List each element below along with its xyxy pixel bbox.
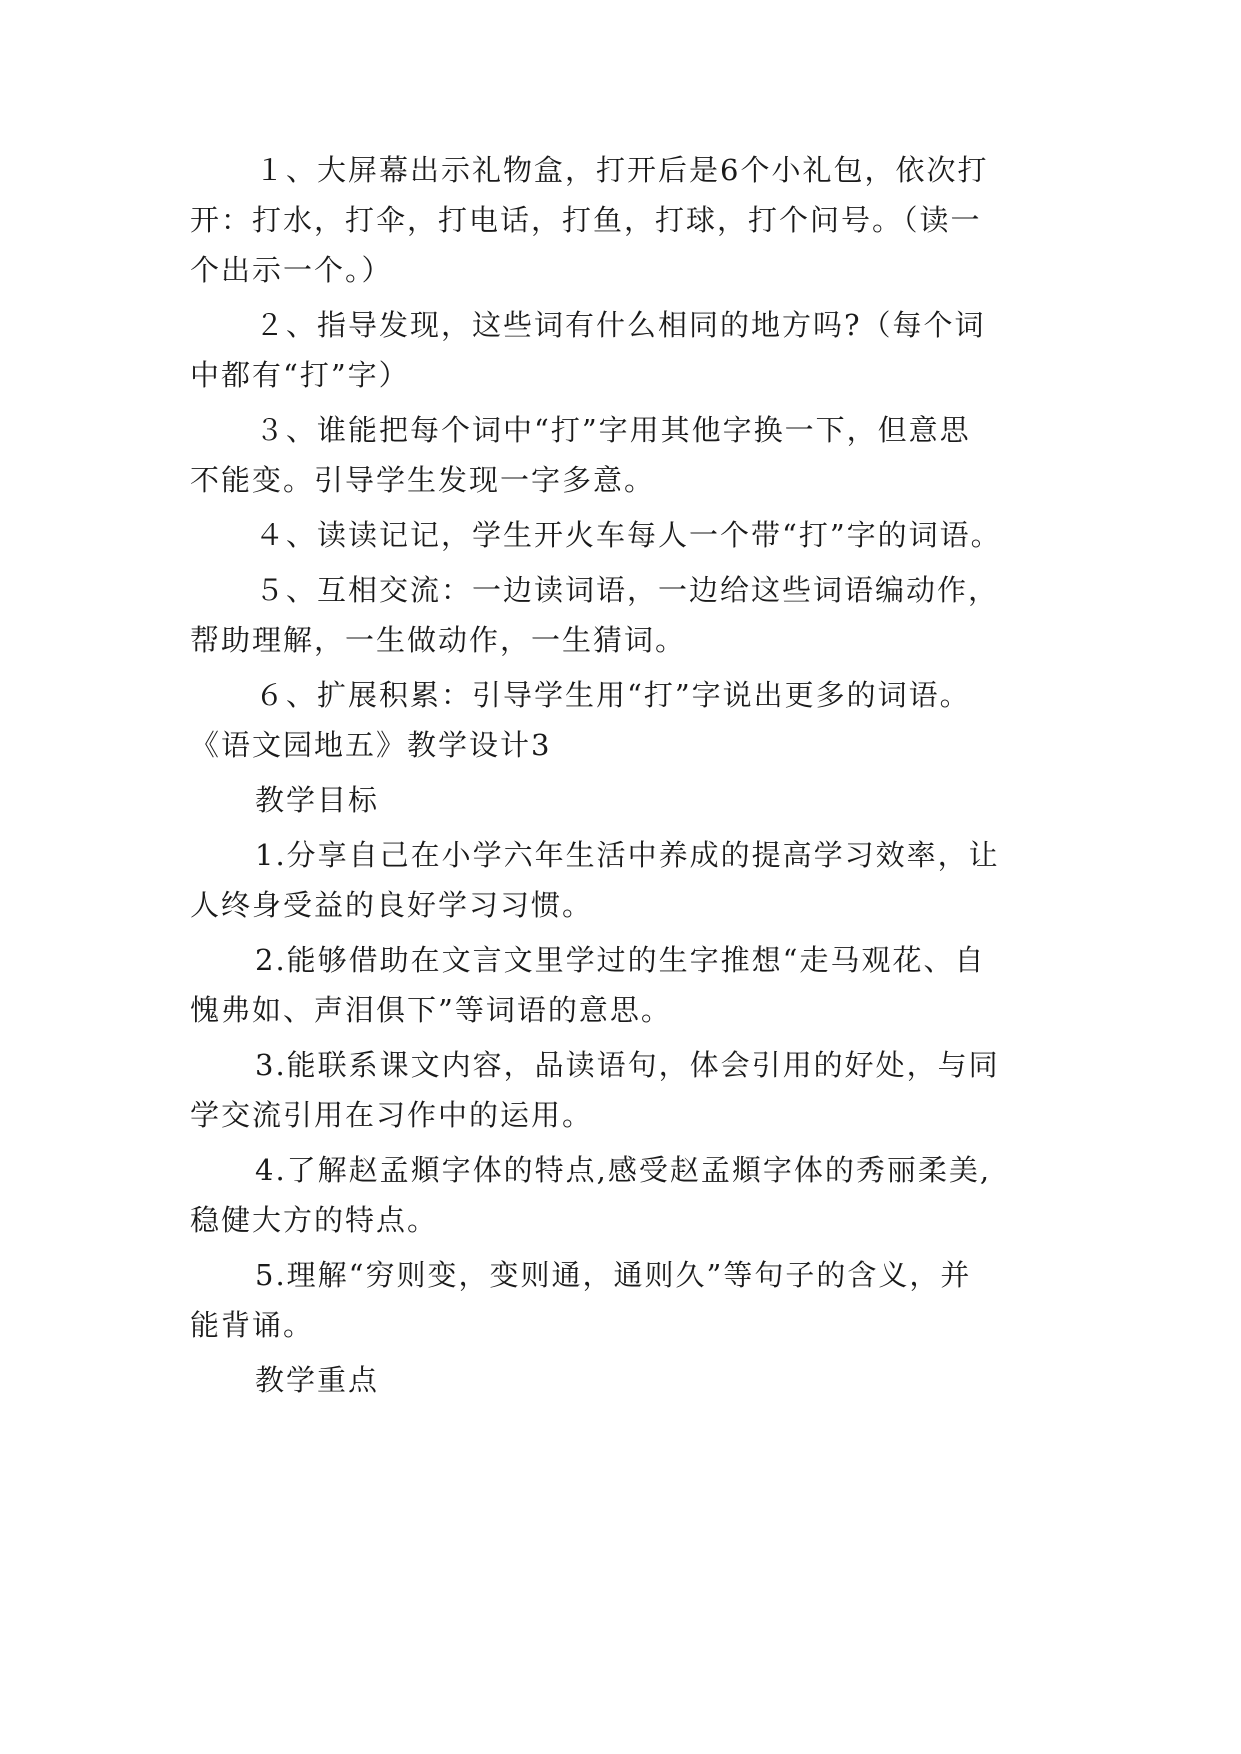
paragraph-line: ２、指导发现，这些词有什么相同的地方吗?（每个词 [255, 308, 986, 342]
paragraph-line: 开：打水，打伞，打电话，打鱼，打球，打个问号。（读一 [190, 203, 982, 237]
paragraph-line: 1.分享自己在小学六年生活中养成的提高学习效率，让 [255, 838, 1000, 872]
paragraph-line: ４、读读记记，学生开火车每人一个带“打”字的词语。 [255, 518, 1002, 552]
paragraph-line: 愧弗如、声泪俱下”等词语的意思。 [190, 993, 672, 1027]
paragraph-line: 能背诵。 [190, 1308, 315, 1342]
paragraph-line: 人终身受益的良好学习习惯。 [190, 888, 594, 922]
paragraph-line: 中都有“打”字） [190, 358, 410, 392]
paragraph-line: 个出示一个。） [190, 253, 393, 287]
paragraph-line: 不能变。引导学生发现一字多意。 [190, 463, 656, 497]
paragraph-line: 2.能够借助在文言文里学过的生字推想“走马观花、自 [255, 943, 986, 977]
paragraph-line: ３、谁能把每个词中“打”字用其他字换一下，但意思 [255, 413, 971, 447]
paragraph-line: 学交流引用在习作中的运用。 [190, 1098, 594, 1132]
paragraph-line: 稳健大方的特点。 [190, 1203, 439, 1237]
section-heading: 教学目标 [255, 783, 380, 817]
paragraph-line: 5.理解“穷则变，变则通，通则久”等句子的含义，并 [255, 1258, 972, 1292]
section-heading: 教学重点 [255, 1363, 380, 1397]
paragraph-line: 4.了解赵孟頫字体的特点,感受赵孟頫字体的秀丽柔美, [255, 1153, 992, 1187]
section-title: 《语文园地五》教学设计3 [190, 728, 552, 762]
paragraph-line: 3.能联系课文内容，品读语句，体会引用的好处，与同 [255, 1048, 1000, 1082]
paragraph-line: １、大屏幕出示礼物盒，打开后是6个小礼包，依次打 [255, 153, 989, 187]
paragraph-line: ５、互相交流：一边读词语，一边给这些词语编动作， [255, 573, 1000, 607]
paragraph-line: 帮助理解，一生做动作，一生猜词。 [190, 623, 687, 657]
paragraph-line: ６、扩展积累：引导学生用“打”字说出更多的词语。 [255, 678, 971, 712]
